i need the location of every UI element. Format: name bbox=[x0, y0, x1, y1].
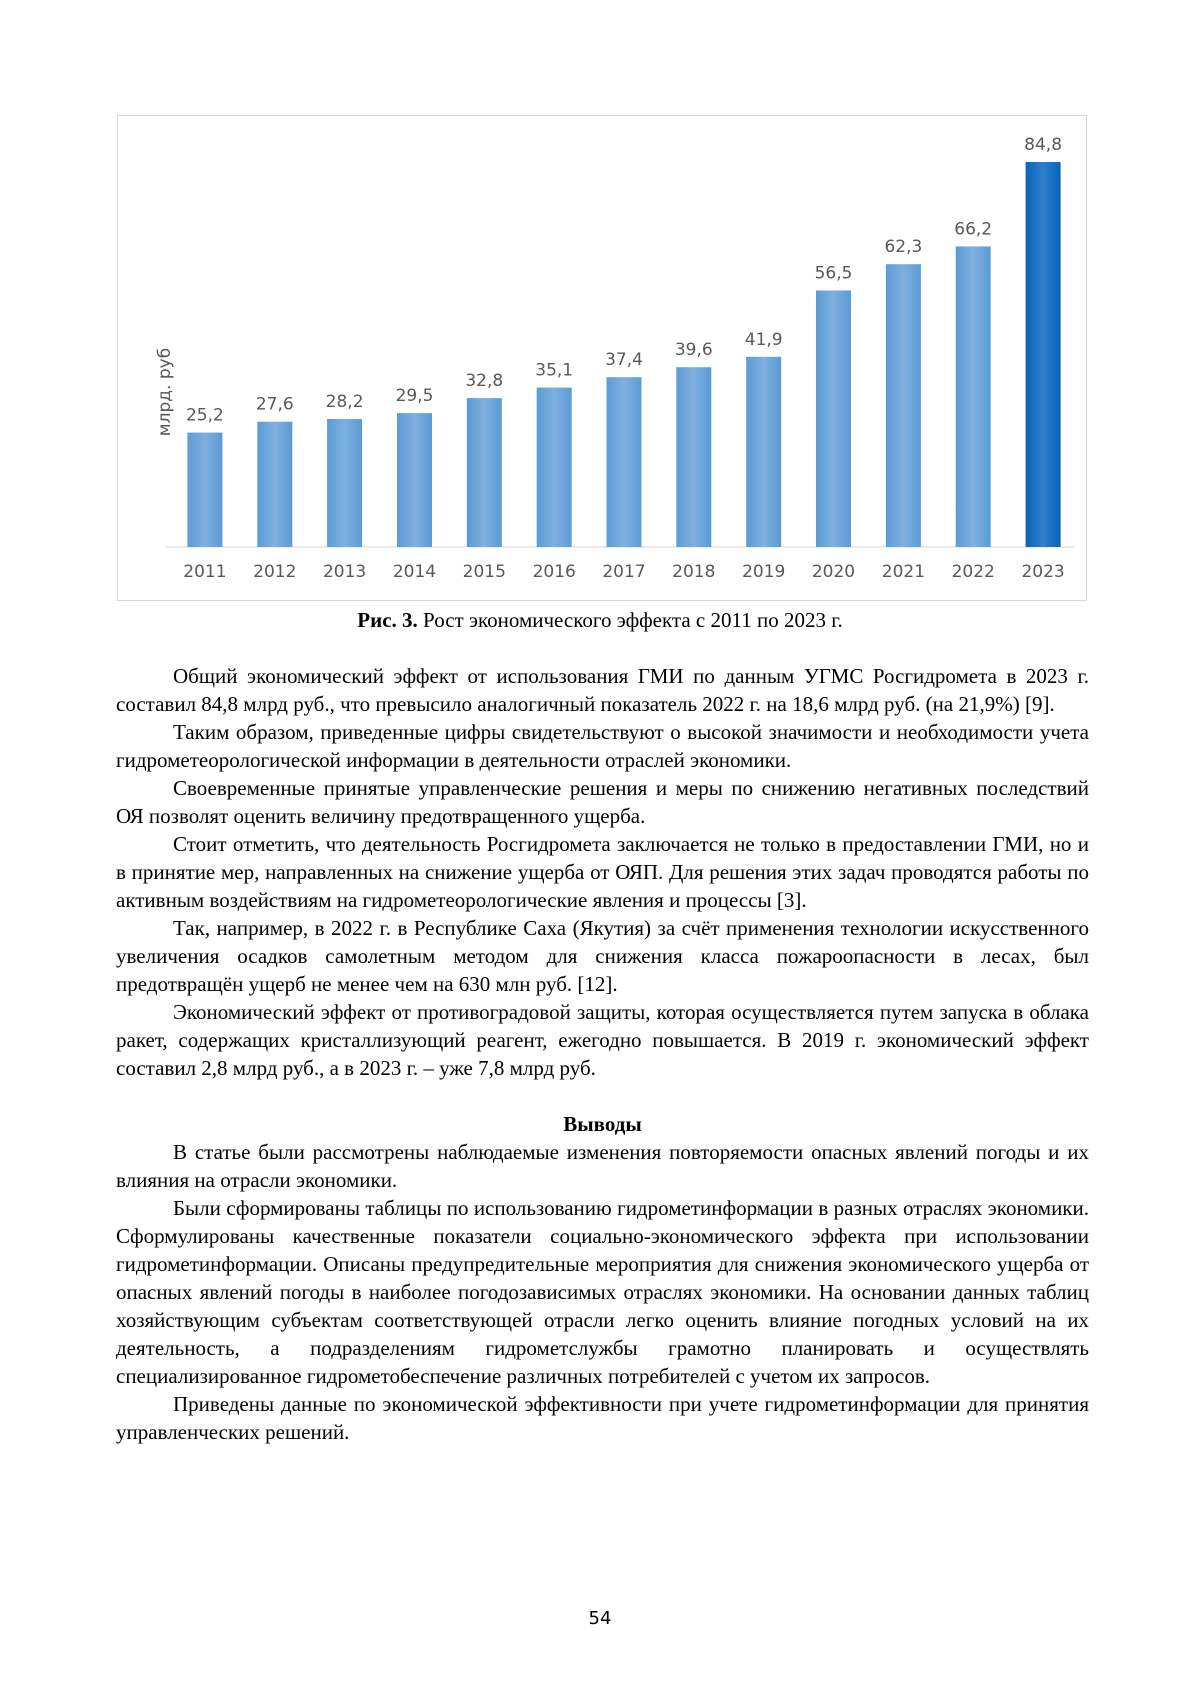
data-label-2022: 66,2 bbox=[954, 219, 993, 240]
data-label-2013: 28,2 bbox=[325, 392, 364, 412]
paragraph: Своевременные принятые управленческие решения и меры по снижению негативных последствий ОЯ позволят оценить величину предотвращенного ущерба. bbox=[116, 776, 1089, 828]
x-tick-label-2013: 2013 bbox=[322, 562, 367, 582]
paragraph: Таким образом, приведенные цифры свидетельствуют о высокой значимости и необходимости учета гидрометеорологической информации в деятельности отраслей экономики. bbox=[116, 720, 1089, 772]
data-label-2020: 56,5 bbox=[814, 263, 853, 284]
x-tick-label-2017: 2017 bbox=[602, 562, 646, 582]
page-number: 54 bbox=[588, 1608, 612, 1629]
data-label-2023: 84,8 bbox=[1024, 135, 1063, 155]
x-tick-label-2014: 2014 bbox=[392, 562, 437, 582]
figure-caption-text: Рост экономического эффекта с 2011 по 2023 г. bbox=[417, 608, 843, 632]
bar-2015 bbox=[467, 398, 502, 547]
bar-chart-figure bbox=[117, 115, 1087, 601]
bar-chart bbox=[118, 116, 1086, 600]
y-axis-label: млрд. руб bbox=[155, 347, 175, 437]
data-label-2016: 35,1 bbox=[535, 360, 574, 381]
x-tick-label-2021: 2021 bbox=[881, 562, 926, 582]
x-tick-label-2012: 2012 bbox=[253, 562, 297, 582]
conclusion-paragraph: В статье были рассмотрены наблюдаемые изменения повторяемости опасных явлений погоды и их влияния на отрасли экономики. bbox=[116, 1140, 1089, 1192]
bar-2020 bbox=[816, 291, 851, 548]
data-label-2012: 27,6 bbox=[255, 394, 294, 415]
data-label-2011: 25,2 bbox=[185, 405, 224, 426]
bar-2012 bbox=[257, 422, 292, 547]
bar-2022 bbox=[956, 246, 991, 547]
data-label-2018: 39,6 bbox=[674, 340, 713, 361]
bar-2014 bbox=[397, 413, 432, 547]
bar-2017 bbox=[607, 377, 642, 547]
bar-2016 bbox=[537, 388, 572, 547]
figure-caption bbox=[0, 606, 1200, 634]
conclusion-paragraph: Были сформированы таблицы по использованию гидрометинформации в разных отраслях экономики. Сформулированы качественные показатели социально-экономического эффекта при использовании гидрометинформации. Описаны предупредительные мероприятия для снижения экономического ущерба от опасных явлений погоды в наиболее погодозависимых отраслях экономики. На основании данных таблиц хозяйствующим субъектам соответствующей отрасли легко оценить влияние погодных условий на их деятельность, а подразделениям гидрометслужбы грамотно планировать и осуществлять специализированное гидрометобеспечение различных потребителей с учетом их запросов. bbox=[116, 1196, 1089, 1388]
x-tick-label-2022: 2022 bbox=[951, 562, 995, 582]
paragraph: Стоит отметить, что деятельность Росгидромета заключается не только в предоставлении ГМИ, но и в принятие мер, направленных на снижение ущерба от ОЯП. Для решения этих задач проводятся работы по активным воздействиям на гидрометеорологические явления и процессы [3]. bbox=[116, 832, 1089, 912]
figure-caption-label: Рис. 3. bbox=[357, 608, 418, 632]
data-label-2014: 29,5 bbox=[395, 386, 434, 407]
x-tick-label-2016: 2016 bbox=[532, 562, 576, 582]
data-label-2021: 62,3 bbox=[884, 237, 923, 258]
x-tick-label-2023: 2023 bbox=[1021, 562, 1065, 582]
bar-2018 bbox=[676, 367, 711, 547]
x-tick-label-2011: 2011 bbox=[183, 562, 227, 582]
x-tick-label-2015: 2015 bbox=[462, 562, 506, 582]
data-label-2019: 41,9 bbox=[744, 329, 783, 350]
paragraph: Общий экономический эффект от использования ГМИ по данным УГМС Росгидромета в 2023 г. составил 84,8 млрд руб., что превысило аналогичный показатель 2022 г. на 18,6 млрд руб. (на 21,9%) [9]. bbox=[116, 664, 1089, 716]
x-tick-label-2019: 2019 bbox=[742, 562, 786, 582]
bar-2023 bbox=[1026, 162, 1061, 547]
article-body bbox=[116, 662, 1089, 1446]
data-label-2017: 37,4 bbox=[605, 350, 643, 371]
bar-2021 bbox=[886, 264, 921, 547]
x-tick-label-2020: 2020 bbox=[811, 562, 856, 582]
x-tick-label-2018: 2018 bbox=[672, 562, 716, 582]
paragraph: Так, например, в 2022 г. в Республике Саха (Якутия) за счёт применения технологии искусственного увеличения осадков самолетным методом для снижения класса пожароопасности в лесах, был предотвращён ущерб не менее чем на 630 млн руб. [12]. bbox=[116, 916, 1089, 996]
bar-2019 bbox=[746, 357, 781, 547]
bar-2011 bbox=[187, 433, 222, 547]
conclusions-heading: Выводы bbox=[563, 1112, 642, 1136]
data-label-2015: 32,8 bbox=[465, 371, 504, 392]
paragraph: Экономический эффект от противоградовой защиты, которая осуществляется путем запуска в облака ракет, содержащих кристаллизующий реагент, ежегодно повышается. В 2019 г. экономический эффект составил 2,8 млрд руб., а в 2023 г. – уже 7,8 млрд руб. bbox=[116, 1000, 1089, 1080]
bar-2013 bbox=[327, 419, 362, 547]
conclusion-paragraph: Приведены данные по экономической эффективности при учете гидрометинформации для принятия управленческих решений. bbox=[116, 1392, 1089, 1444]
